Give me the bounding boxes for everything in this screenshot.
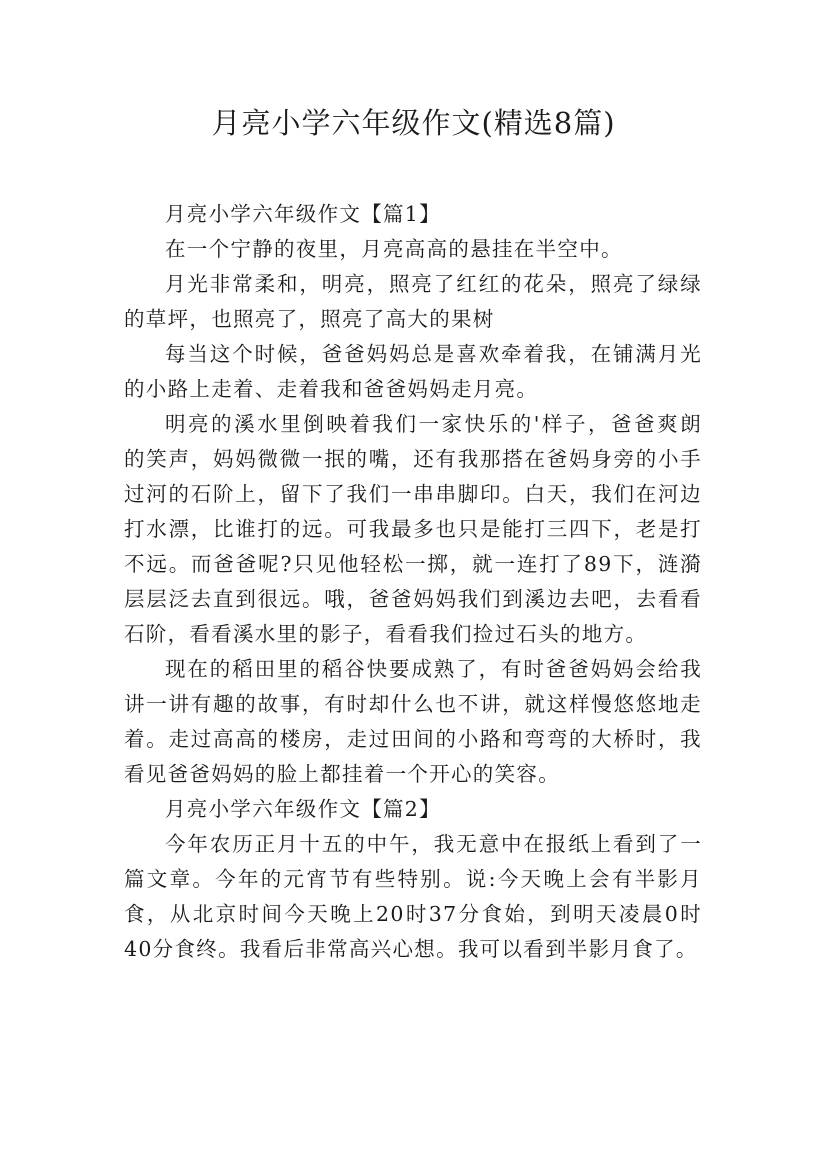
document-title: 月亮小学六年级作文(精选8篇) (211, 106, 616, 140)
text-line: 每当这个时候，爸爸妈妈总是喜欢牵着我，在铺满月光 (165, 342, 702, 366)
text-line: 不远。而爸爸呢?只见他轻松一掷，就一连打了89下，涟漪 (124, 552, 702, 576)
document-body (124, 197, 702, 967)
paragraph (124, 827, 702, 967)
text-line: 今年农历正月十五的中午，我无意中在报纸上看到了一 (165, 832, 702, 856)
text-line: 看见爸爸妈妈的脸上都挂着一个开心的笑容。 (124, 762, 560, 786)
text-line: 的小路上走着、走着我和爸爸妈妈走月亮。 (124, 377, 539, 401)
text-line: 的草坪，也照亮了，照亮了高大的果树 (124, 307, 495, 331)
paragraph (124, 337, 702, 407)
text-line: 石阶，看看溪水里的影子，看看我们捡过石头的地方。 (124, 622, 648, 646)
text-line: 月亮小学六年级作文【篇2】 (165, 797, 441, 821)
paragraph (124, 232, 702, 267)
paragraph (124, 267, 702, 337)
paragraph (124, 407, 702, 652)
text-line: 食，从北京时间今天晚上20时37分食始，到明天凌晨0时 (124, 902, 702, 926)
text-line: 过河的石阶上，留下了我们一串串脚印。白天，我们在河边 (124, 482, 702, 506)
text-line: 打水漂，比谁打的远。可我最多也只是能打三四下，老是打 (124, 517, 702, 541)
text-line: 讲一讲有趣的故事，有时却什么也不讲，就这样慢悠悠地走 (124, 692, 702, 716)
text-line: 现在的稻田里的稻谷快要成熟了，有时爸爸妈妈会给我 (165, 657, 702, 681)
text-line: 月亮小学六年级作文【篇1】 (165, 202, 441, 226)
text-line: 40分食终。我看后非常高兴心想。我可以看到半影月食了。 (124, 937, 698, 961)
text-line: 月光非常柔和，明亮，照亮了红红的花朵，照亮了绿绿 (165, 272, 702, 296)
section-heading (124, 792, 702, 827)
text-line: 明亮的溪水里倒映着我们一家快乐的'样子，爸爸爽朗 (165, 412, 702, 436)
text-line: 层层泛去直到很远。哦，爸爸妈妈我们到溪边去吧，去看看 (124, 587, 702, 611)
section-heading (124, 197, 702, 232)
text-line: 的笑声，妈妈微微一抿的嘴，还有我那搭在爸妈身旁的小手 (124, 447, 702, 471)
text-line: 着。走过高高的楼房，走过田间的小路和弯弯的大桥时，我 (124, 727, 702, 751)
text-line: 篇文章。今年的元宵节有些特别。说:今天晚上会有半影月 (124, 867, 702, 891)
text-line: 在一个宁静的夜里，月亮高高的悬挂在半空中。 (165, 237, 623, 261)
paragraph (124, 652, 702, 792)
